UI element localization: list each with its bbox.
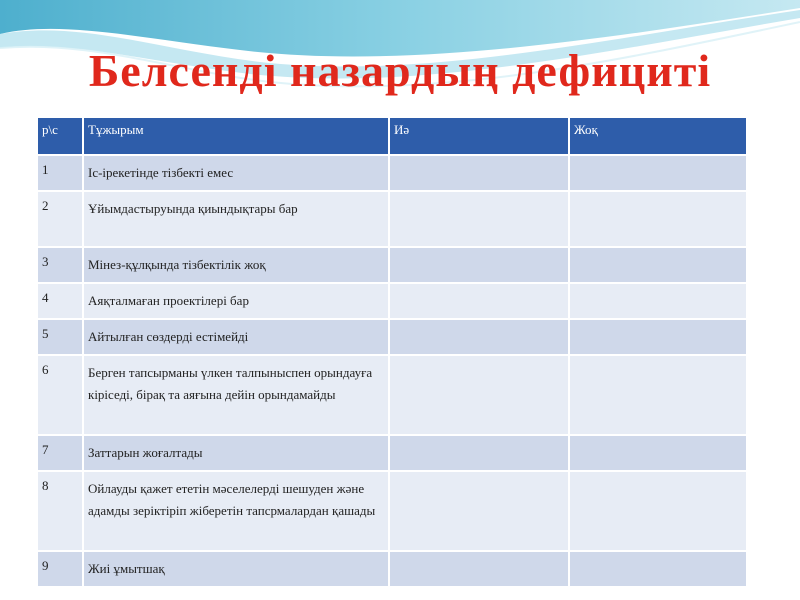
table-row: [38, 192, 746, 246]
no-cell[interactable]: [570, 156, 746, 190]
row-statement: Аяқталмаған проектілері бар: [84, 284, 388, 318]
row-statement: Ұйымдастыруында қиындықтары бар: [84, 192, 388, 246]
no-cell[interactable]: [570, 284, 746, 318]
row-number: 5: [38, 320, 82, 354]
row-statement: Берген тапсырманы үлкен талпыныспен орындауға кіріседі, бірақ та аяғына дейін орындамайды: [84, 356, 388, 434]
row-number: 6: [38, 356, 82, 434]
yes-cell[interactable]: [390, 248, 568, 282]
row-number: 9: [38, 552, 82, 586]
row-statement: Заттарын жоғалтады: [84, 436, 388, 470]
yes-cell[interactable]: [390, 156, 568, 190]
column-header-number: р\с: [38, 118, 82, 154]
row-number: 8: [38, 472, 82, 550]
table-row: [38, 248, 746, 282]
table-row: [38, 320, 746, 354]
checklist-table: [36, 116, 748, 588]
table-row: [38, 356, 746, 434]
table-row: [38, 472, 746, 550]
no-cell[interactable]: [570, 192, 746, 246]
no-cell[interactable]: [570, 320, 746, 354]
table-row: [38, 156, 746, 190]
no-cell[interactable]: [570, 248, 746, 282]
column-header-statement: Тұжырым: [84, 118, 388, 154]
yes-cell[interactable]: [390, 552, 568, 586]
yes-cell[interactable]: [390, 320, 568, 354]
row-statement: Айтылған сөздерді естімейді: [84, 320, 388, 354]
row-number: 1: [38, 156, 82, 190]
row-number: 7: [38, 436, 82, 470]
yes-cell[interactable]: [390, 192, 568, 246]
table-row: [38, 284, 746, 318]
page-title: Белсенді назардың дефициті: [88, 45, 712, 96]
column-header-no: Жоқ: [570, 118, 746, 154]
table-row: [38, 436, 746, 470]
no-cell[interactable]: [570, 552, 746, 586]
yes-cell[interactable]: [390, 472, 568, 550]
row-statement: Мінез-құлқында тізбектілік жоқ: [84, 248, 388, 282]
no-cell[interactable]: [570, 472, 746, 550]
yes-cell[interactable]: [390, 356, 568, 434]
row-statement: Жиі ұмытшақ: [84, 552, 388, 586]
row-statement: Ойлауды қажет ететін мәселелерді шешуден және адамды зеріктіріп жіберетін тапсрмалардан қашады: [84, 472, 388, 550]
row-statement: Іс-ірекетінде тізбекті емес: [84, 156, 388, 190]
row-number: 2: [38, 192, 82, 246]
yes-cell[interactable]: [390, 436, 568, 470]
row-number: 3: [38, 248, 82, 282]
table-header-row: [38, 118, 746, 154]
row-number: 4: [38, 284, 82, 318]
yes-cell[interactable]: [390, 284, 568, 318]
no-cell[interactable]: [570, 356, 746, 434]
no-cell[interactable]: [570, 436, 746, 470]
column-header-yes: Иә: [390, 118, 568, 154]
table-row: [38, 552, 746, 586]
